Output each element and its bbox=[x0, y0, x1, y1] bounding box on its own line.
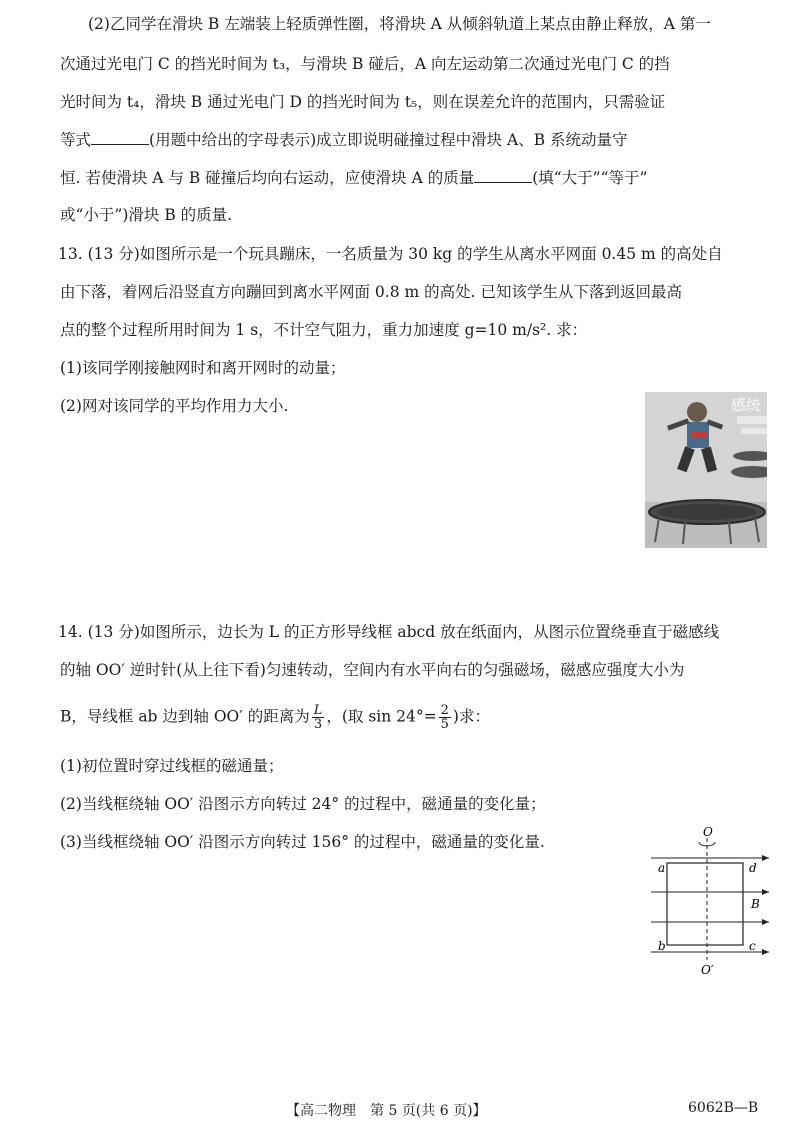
fraction-L-over-3: $\frac{L}{3}$ bbox=[313, 703, 323, 732]
q12-part2-line6: 或“小于”)滑块 B 的质量. bbox=[60, 206, 233, 224]
answer-blank-1[interactable] bbox=[91, 130, 149, 145]
q12-part2-line2: 次通过光电门 C 的挡光时间为 t₃，与滑块 B 碰后，A 向左运动第二次通过光电门 C 的挡 bbox=[60, 55, 670, 73]
q14-line3-pre: B，导线框 ab 边到轴 OO′ 的距离为 bbox=[60, 707, 310, 726]
answer-blank-2[interactable] bbox=[474, 168, 532, 183]
q14-line3 bbox=[60, 704, 490, 731]
trampoline-photo-drawing bbox=[645, 392, 767, 548]
q13-line1: 13. (13 分)如图所示是一个玩具蹦床，一名质量为 30 kg 的学生从离水平网面 0.45 m 的高处自 bbox=[58, 245, 723, 263]
q13-sub2: (2)网对该同学的平均作用力大小. bbox=[60, 397, 289, 415]
label-a: a bbox=[658, 861, 666, 875]
q12-part2-line3: 光时间为 t₄，滑块 B 通过光电门 D 的挡光时间为 t₅，则在误差允许的范围内，只需验证 bbox=[60, 93, 666, 111]
square-wire-frame bbox=[667, 863, 743, 945]
q12-line5-pre: 恒. 若使滑块 A 与 B 碰撞后均向右运动，应使滑块 A 的质量 bbox=[60, 169, 475, 187]
label-B: B bbox=[751, 897, 760, 911]
q12-part2-line1: (2)乙同学在滑块 B 左端装上轻质弹性圈，将滑块 A 从倾斜轨道上某点由静止释放，A 第一 bbox=[88, 15, 711, 33]
q12-line4-pre: 等式 bbox=[60, 131, 92, 149]
label-O: O bbox=[703, 825, 713, 839]
label-O-prime: O′ bbox=[701, 963, 714, 977]
q14-line2: 的轴 OO′ 逆时针(从上往下看)匀速转动，空间内有水平向右的匀强磁场，磁感应强度大小为 bbox=[60, 661, 685, 679]
q12-part2-line4 bbox=[60, 130, 628, 150]
q13-line3: 点的整个过程所用时间为 1 s，不计空气阻力，重力加速度 g=10 m/s². 求： bbox=[60, 321, 588, 339]
page-footer-center: 【高二物理 第 5 页(共 6 页)】 bbox=[286, 1103, 487, 1119]
photo-caption: 感统 bbox=[731, 396, 762, 414]
q12-line4-post: (用题中给出的字母表示)成立即说明碰撞过程中滑块 A、B 系统动量守 bbox=[149, 131, 628, 149]
fraction-2-over-5: $\frac{2}{5}$ bbox=[440, 703, 449, 732]
q12-part2-line5 bbox=[60, 168, 647, 188]
q14-line3-mid: ，(取 sin 24°= bbox=[326, 707, 437, 726]
q13-line2: 由下落，着网后沿竖直方向蹦回到离水平网面 0.8 m 的高处. 已知该学生从下落到返回最高 bbox=[60, 283, 682, 301]
label-b: b bbox=[658, 939, 666, 953]
q14-sub3: (3)当线框绕轴 OO′ 沿图示方向转过 156° 的过程中，磁通量的变化量. bbox=[60, 833, 545, 851]
q13-sub1: (1)该同学刚接触网时和离开网时的动量； bbox=[60, 359, 346, 377]
q14-line3-post: )求： bbox=[452, 707, 490, 726]
label-c: c bbox=[749, 939, 756, 953]
wire-frame-diagram bbox=[645, 822, 785, 982]
page-footer-code: 6062B—B bbox=[688, 1100, 759, 1116]
trampoline-photo bbox=[645, 392, 767, 548]
q14-sub2: (2)当线框绕轴 OO′ 沿图示方向转过 24° 的过程中，磁通量的变化量； bbox=[60, 795, 546, 813]
label-d: d bbox=[749, 861, 757, 875]
q12-line5-post: (填“大于”“等于” bbox=[532, 169, 648, 187]
q14-line1: 14. (13 分)如图所示，边长为 L 的正方形导线框 abcd 放在纸面内，从图示位置绕垂直于磁感线 bbox=[58, 623, 720, 641]
q14-sub1: (1)初位置时穿过线框的磁通量； bbox=[60, 757, 284, 775]
